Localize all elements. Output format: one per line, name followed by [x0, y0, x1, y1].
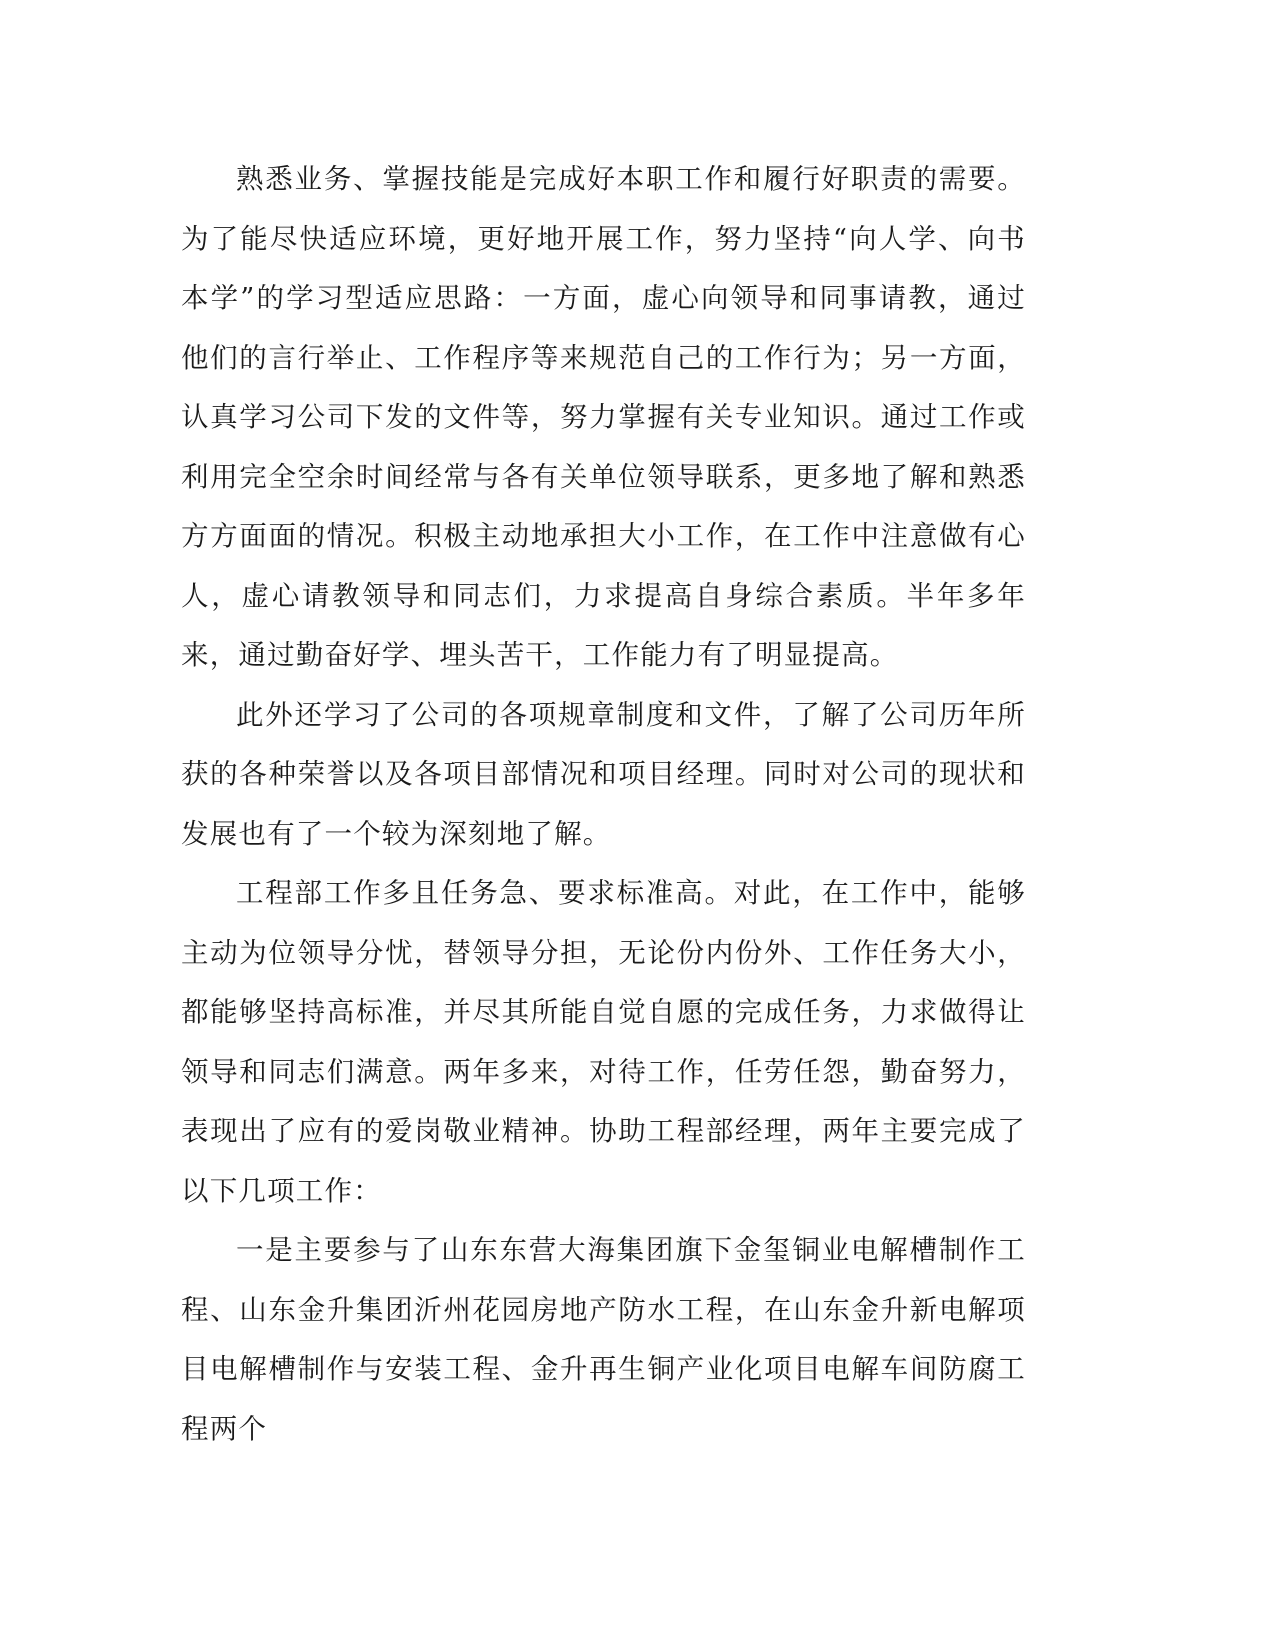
paragraph-1: 熟悉业务、掌握技能是完成好本职工作和履行好职责的需要。为了能尽快适应环境，更好地开展工作，努力坚持“向人学、向书本学”的学习型适应思路：一方面，虚心向领导和同事请教，通过他们的言行举止、工作程序等来规范自己的工作行为；另一方面，认真学习公司下发的文件等，努力掌握有关专业知识。通过工作或利用完全空余时间经常与各有关单位领导联系，更多地了解和熟悉方方面面的情况。积极主动地承担大小工作，在工作中注意做有心人，虚心请教领导和同志们，力求提高自身综合素质。半年多年来，通过勤奋好学、埋头苦干，工作能力有了明显提高。 [181, 163, 1026, 671]
paragraph-2: 此外还学习了公司的各项规章制度和文件，了解了公司历年所获的各种荣誉以及各项目部情况和项目经理。同时对公司的现状和发展也有了一个较为深刻地了解。 [181, 698, 1026, 850]
document-page [181, 150, 1026, 1459]
paragraph-4: 一是主要参与了山东东营大海集团旗下金玺铜业电解槽制作工程、山东金升集团沂州花园房地产防水工程，在山东金升新电解项目电解槽制作与安装工程、金升再生铜产业化项目电解车间防腐工程两个 [181, 1234, 1026, 1445]
paragraph-3: 工程部工作多且任务急、要求标准高。对此，在工作中，能够主动为位领导分忧，替领导分担，无论份内份外、工作任务大小，都能够坚持高标准，并尽其所能自觉自愿的完成任务，力求做得让领导和同志们满意。两年多来，对待工作，任劳任怨，勤奋努力，表现出了应有的爱岗敬业精神。协助工程部经理，两年主要完成了以下几项工作： [181, 877, 1026, 1207]
